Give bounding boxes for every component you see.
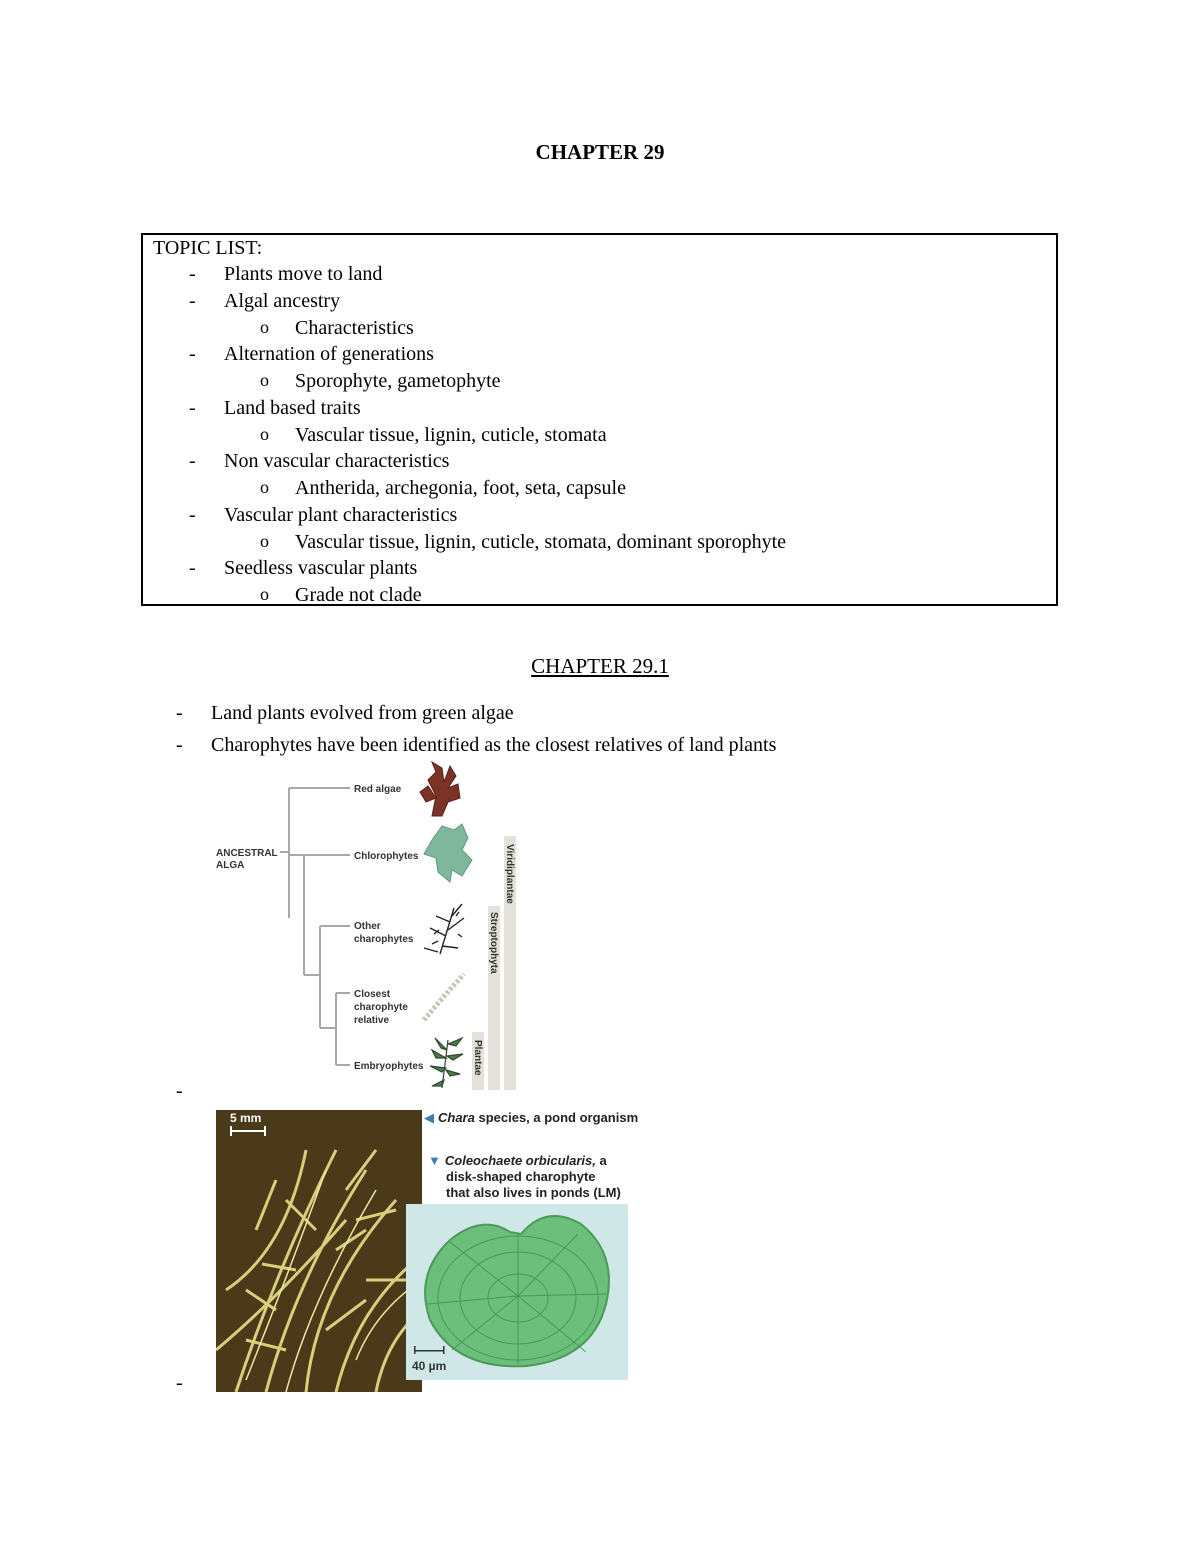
topic-list-box	[141, 233, 1058, 606]
taxon-label: charophyte	[354, 1002, 408, 1013]
dash-marker: -	[189, 289, 196, 312]
bullet-text: Charophytes have been identified as the closest relatives of land plants	[211, 734, 777, 756]
topic-list-item-text: Antherida, archegonia, foot, seta, capsule	[295, 477, 626, 499]
dash-marker: -	[189, 450, 196, 473]
other-charophytes-illustration	[424, 904, 464, 954]
down-triangle-icon: ▼	[428, 1153, 441, 1168]
topic-list-item-text: Characteristics	[295, 316, 414, 339]
clade-label-viridiplantae: Viridiplantae	[504, 844, 515, 904]
topic-list-item-text: Vascular plant characteristics	[224, 503, 458, 526]
taxon-label: Closest	[354, 989, 391, 1000]
bullet-marker: o	[260, 530, 269, 551]
dash-marker: -	[189, 343, 196, 366]
charophyte-photos-figure	[216, 1110, 656, 1392]
bullet-marker: o	[260, 584, 269, 604]
taxon-label: Red algae	[354, 784, 402, 795]
topic-list-item-text: Land based traits	[224, 396, 361, 419]
charophyte-phylogeny-figure	[210, 758, 530, 1094]
bullet-marker: o	[260, 370, 269, 390]
tree-branches	[280, 788, 350, 1065]
taxon-label: Embryophytes	[354, 1061, 424, 1072]
dash-marker: -	[189, 396, 196, 419]
left-triangle-icon: ◀	[424, 1110, 434, 1125]
red-algae-illustration	[420, 762, 460, 816]
dash-marker: -	[189, 263, 196, 285]
section-title: CHAPTER 29.1	[531, 654, 669, 678]
page-title: CHAPTER 29	[535, 140, 665, 164]
bullet-marker: o	[260, 316, 269, 337]
topic-list-item-text: Algal ancestry	[224, 289, 341, 312]
chara-photo	[216, 1110, 422, 1392]
bullet-marker: o	[260, 423, 269, 444]
coleochaete-caption: ▼ Coleochaete orbicularis, a disk-shaped charophyte that also lives in ponds (LM)	[428, 1153, 621, 1200]
taxon-label: charophytes	[354, 934, 414, 945]
topic-list-item-text: Plants move to land	[224, 263, 383, 285]
bullet-marker: o	[260, 477, 269, 497]
taxon-label: Chlorophytes	[354, 851, 419, 862]
scale-bar-label: 5 mm	[230, 1111, 262, 1125]
taxon-label: relative	[354, 1015, 390, 1026]
embryophytes-illustration	[430, 1038, 463, 1088]
dash-marker: -	[189, 503, 196, 526]
bullet-text: Land plants evolved from green algae	[211, 702, 514, 724]
taxon-label: Other	[354, 921, 381, 932]
chara-caption: ◀ Chara species, a pond organism	[424, 1110, 639, 1125]
root-label: ANCESTRAL	[216, 848, 278, 859]
clade-label-streptophyta: Streptophyta	[488, 912, 499, 974]
dash-marker: -	[189, 557, 196, 580]
topic-list-item-text: Alternation of generations	[224, 343, 434, 366]
topic-list-item-text: Seedless vascular plants	[224, 557, 418, 580]
topic-list-item-text: Vascular tissue, lignin, cuticle, stomata, dominant sporophyte	[295, 530, 787, 553]
topic-list-item-text: Vascular tissue, lignin, cuticle, stomata	[295, 423, 607, 446]
scale-bar-label: 40 µm	[412, 1359, 447, 1373]
coleochaete-photo	[406, 1204, 628, 1380]
closest-charophyte-relative-illustration	[424, 974, 464, 1020]
topic-list-item-text: Non vascular characteristics	[224, 450, 450, 473]
topic-list-item-text: Grade not clade	[295, 584, 422, 606]
clade-label-plantae: Plantae	[472, 1040, 483, 1076]
root-label: ALGA	[216, 860, 245, 871]
topic-list-item-text: Sporophyte, gametophyte	[295, 370, 501, 392]
topic-list-heading: TOPIC LIST:	[153, 237, 263, 259]
chlorophyte-illustration	[424, 824, 472, 882]
